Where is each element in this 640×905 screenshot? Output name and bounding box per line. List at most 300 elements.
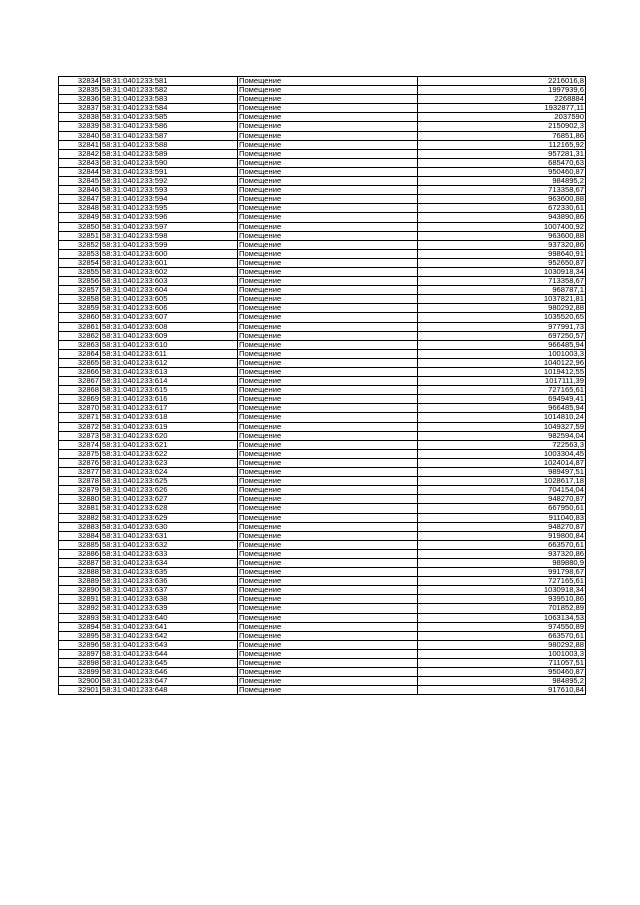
table-row	[59, 349, 586, 358]
object-type-cell: Помещение	[238, 158, 418, 167]
cadastral-number-cell: 58:31:0401233:647	[101, 677, 238, 686]
row-number-cell: 32863	[59, 340, 101, 349]
row-number-cell: 32899	[59, 668, 101, 677]
object-type-cell: Помещение	[238, 295, 418, 304]
row-number-cell: 32855	[59, 267, 101, 276]
table-row	[59, 158, 586, 167]
object-type-cell: Помещение	[238, 358, 418, 367]
row-number-cell: 32873	[59, 431, 101, 440]
table-row	[59, 686, 586, 695]
cadastral-value-cell: 911040,83	[418, 513, 586, 522]
table-row	[59, 413, 586, 422]
row-number-cell: 32868	[59, 386, 101, 395]
table-row	[59, 558, 586, 567]
row-number-cell: 32860	[59, 313, 101, 322]
object-type-cell: Помещение	[238, 386, 418, 395]
cadastral-number-cell: 58:31:0401233:604	[101, 286, 238, 295]
cadastral-value-cell: 948270,87	[418, 522, 586, 531]
cadastral-value-cell: 950460,87	[418, 167, 586, 176]
object-type-cell: Помещение	[238, 322, 418, 331]
cadastral-value-cell: 722563,3	[418, 440, 586, 449]
object-type-cell: Помещение	[238, 431, 418, 440]
object-type-cell: Помещение	[238, 240, 418, 249]
cadastral-value-cell: 966485,94	[418, 404, 586, 413]
row-number-cell: 32884	[59, 531, 101, 540]
table-row	[59, 249, 586, 258]
table-row	[59, 267, 586, 276]
row-number-cell: 32900	[59, 677, 101, 686]
row-number-cell: 32894	[59, 622, 101, 631]
object-type-cell: Помещение	[238, 604, 418, 613]
table-row	[59, 468, 586, 477]
object-type-cell: Помещение	[238, 231, 418, 240]
row-number-cell: 32835	[59, 86, 101, 95]
row-number-cell: 32877	[59, 468, 101, 477]
cadastral-value-cell: 727165,61	[418, 386, 586, 395]
cadastral-value-cell: 1035520,65	[418, 313, 586, 322]
row-number-cell: 32887	[59, 558, 101, 567]
cadastral-number-cell: 58:31:0401233:634	[101, 558, 238, 567]
object-type-cell: Помещение	[238, 249, 418, 258]
row-number-cell: 32848	[59, 204, 101, 213]
cadastral-value-cell: 984895,2	[418, 177, 586, 186]
cadastral-value-cell: 939510,86	[418, 595, 586, 604]
row-number-cell: 32879	[59, 486, 101, 495]
cadastral-value-cell: 982594,04	[418, 431, 586, 440]
object-type-cell: Помещение	[238, 659, 418, 668]
table-row	[59, 549, 586, 558]
cadastral-value-cell: 1932877,11	[418, 104, 586, 113]
cadastral-value-cell: 937320,86	[418, 240, 586, 249]
cadastral-number-cell: 58:31:0401233:602	[101, 267, 238, 276]
cadastral-number-cell: 58:31:0401233:648	[101, 686, 238, 695]
table-row	[59, 540, 586, 549]
cadastral-value-cell: 1001003,3	[418, 349, 586, 358]
table-row	[59, 340, 586, 349]
object-type-cell: Помещение	[238, 577, 418, 586]
cadastral-number-cell: 58:31:0401233:626	[101, 486, 238, 495]
cadastral-value-cell: 980292,88	[418, 304, 586, 313]
row-number-cell: 32853	[59, 249, 101, 258]
cadastral-value-cell: 963600,88	[418, 231, 586, 240]
table-row	[59, 622, 586, 631]
table-row	[59, 577, 586, 586]
object-type-cell: Помещение	[238, 649, 418, 658]
cadastral-number-cell: 58:31:0401233:620	[101, 431, 238, 440]
cadastral-value-cell: 713358,67	[418, 277, 586, 286]
table-row	[59, 504, 586, 513]
cadastral-value-cell: 704154,04	[418, 486, 586, 495]
object-type-cell: Помещение	[238, 422, 418, 431]
object-type-cell: Помещение	[238, 413, 418, 422]
row-number-cell: 32890	[59, 586, 101, 595]
cadastral-number-cell: 58:31:0401233:633	[101, 549, 238, 558]
cadastral-number-cell: 58:31:0401233:594	[101, 195, 238, 204]
object-type-cell: Помещение	[238, 622, 418, 631]
row-number-cell: 32842	[59, 149, 101, 158]
cadastral-value-cell: 980292,88	[418, 640, 586, 649]
cadastral-number-cell: 58:31:0401233:623	[101, 458, 238, 467]
object-type-cell: Помещение	[238, 558, 418, 567]
cadastral-value-cell: 2216016,8	[418, 77, 586, 86]
table-row	[59, 313, 586, 322]
object-type-cell: Помещение	[238, 449, 418, 458]
table-row	[59, 613, 586, 622]
row-number-cell: 32875	[59, 449, 101, 458]
cadastral-value-cell: 2037590	[418, 113, 586, 122]
cadastral-value-cell: 663570,61	[418, 540, 586, 549]
row-number-cell: 32854	[59, 258, 101, 267]
object-type-cell: Помещение	[238, 331, 418, 340]
cadastral-value-cell: 1030918,34	[418, 586, 586, 595]
cadastral-value-cell: 1003304,45	[418, 449, 586, 458]
cadastral-number-cell: 58:31:0401233:625	[101, 477, 238, 486]
table-row	[59, 368, 586, 377]
object-type-cell: Помещение	[238, 586, 418, 595]
cadastral-number-cell: 58:31:0401233:586	[101, 122, 238, 131]
cadastral-value-cell: 1040122,96	[418, 358, 586, 367]
table-row	[59, 86, 586, 95]
cadastral-number-cell: 58:31:0401233:597	[101, 222, 238, 231]
row-number-cell: 32895	[59, 631, 101, 640]
cadastral-number-cell: 58:31:0401233:611	[101, 349, 238, 358]
cadastral-value-cell: 998640,91	[418, 249, 586, 258]
cadastral-number-cell: 58:31:0401233:588	[101, 140, 238, 149]
cadastral-number-cell: 58:31:0401233:613	[101, 368, 238, 377]
row-number-cell: 32857	[59, 286, 101, 295]
table-row	[59, 131, 586, 140]
cadastral-number-cell: 58:31:0401233:637	[101, 586, 238, 595]
cadastral-value-cell: 663570,61	[418, 631, 586, 640]
cadastral-number-cell: 58:31:0401233:628	[101, 504, 238, 513]
object-type-cell: Помещение	[238, 313, 418, 322]
row-number-cell: 32836	[59, 95, 101, 104]
row-number-cell: 32839	[59, 122, 101, 131]
table-row	[59, 531, 586, 540]
row-number-cell: 32867	[59, 377, 101, 386]
row-number-cell: 32843	[59, 158, 101, 167]
cadastral-number-cell: 58:31:0401233:587	[101, 131, 238, 140]
object-type-cell: Помещение	[238, 340, 418, 349]
cadastral-number-cell: 58:31:0401233:609	[101, 331, 238, 340]
cadastral-number-cell: 58:31:0401233:583	[101, 95, 238, 104]
cadastral-number-cell: 58:31:0401233:608	[101, 322, 238, 331]
row-number-cell: 32864	[59, 349, 101, 358]
cadastral-number-cell: 58:31:0401233:595	[101, 204, 238, 213]
row-number-cell: 32838	[59, 113, 101, 122]
object-type-cell: Помещение	[238, 395, 418, 404]
table-row	[59, 240, 586, 249]
cadastral-number-cell: 58:31:0401233:581	[101, 77, 238, 86]
cadastral-number-cell: 58:31:0401233:646	[101, 668, 238, 677]
object-type-cell: Помещение	[238, 286, 418, 295]
row-number-cell: 32881	[59, 504, 101, 513]
object-type-cell: Помещение	[238, 222, 418, 231]
object-type-cell: Помещение	[238, 349, 418, 358]
table-row	[59, 113, 586, 122]
table-row	[59, 322, 586, 331]
cadastral-number-cell: 58:31:0401233:632	[101, 540, 238, 549]
table-row	[59, 668, 586, 677]
cadastral-number-cell: 58:31:0401233:582	[101, 86, 238, 95]
row-number-cell: 32837	[59, 104, 101, 113]
row-number-cell: 32885	[59, 540, 101, 549]
table-row	[59, 404, 586, 413]
cadastral-value-cell: 2268884	[418, 95, 586, 104]
object-type-cell: Помещение	[238, 549, 418, 558]
row-number-cell: 32897	[59, 649, 101, 658]
object-type-cell: Помещение	[238, 167, 418, 176]
cadastral-number-cell: 58:31:0401233:605	[101, 295, 238, 304]
cadastral-number-cell: 58:31:0401233:612	[101, 358, 238, 367]
row-number-cell: 32849	[59, 213, 101, 222]
row-number-cell: 32866	[59, 368, 101, 377]
cadastral-value-cell: 711057,51	[418, 659, 586, 668]
table-row	[59, 495, 586, 504]
row-number-cell: 32872	[59, 422, 101, 431]
cadastral-value-cell: 76851,86	[418, 131, 586, 140]
cadastral-value-cell: 701852,89	[418, 604, 586, 613]
object-type-cell: Помещение	[238, 213, 418, 222]
cadastral-number-cell: 58:31:0401233:617	[101, 404, 238, 413]
object-type-cell: Помещение	[238, 440, 418, 449]
table-row	[59, 568, 586, 577]
object-type-cell: Помещение	[238, 186, 418, 195]
cadastral-value-cell: 713358,67	[418, 186, 586, 195]
table-row	[59, 522, 586, 531]
cadastral-number-cell: 58:31:0401233:636	[101, 577, 238, 586]
row-number-cell: 32901	[59, 686, 101, 695]
table-row	[59, 231, 586, 240]
cadastral-number-cell: 58:31:0401233:631	[101, 531, 238, 540]
table-row	[59, 204, 586, 213]
cadastral-number-cell: 58:31:0401233:601	[101, 258, 238, 267]
cadastral-value-cell: 968787,1	[418, 286, 586, 295]
cadastral-value-cell: 697250,57	[418, 331, 586, 340]
row-number-cell: 32858	[59, 295, 101, 304]
table-row	[59, 431, 586, 440]
cadastral-value-cell: 989880,9	[418, 558, 586, 567]
object-type-cell: Помещение	[238, 104, 418, 113]
table-row	[59, 649, 586, 658]
table-row	[59, 213, 586, 222]
cadastral-number-cell: 58:31:0401233:598	[101, 231, 238, 240]
cadastral-value-cell: 948270,87	[418, 495, 586, 504]
object-type-cell: Помещение	[238, 568, 418, 577]
cadastral-value-cell: 950460,87	[418, 668, 586, 677]
row-number-cell: 32892	[59, 604, 101, 613]
cadastral-number-cell: 58:31:0401233:643	[101, 640, 238, 649]
cadastral-value-cell: 667950,61	[418, 504, 586, 513]
cadastral-number-cell: 58:31:0401233:622	[101, 449, 238, 458]
row-number-cell: 32889	[59, 577, 101, 586]
cadastral-value-cell: 1014810,24	[418, 413, 586, 422]
cadastral-value-cell: 991798,67	[418, 568, 586, 577]
cadastral-number-cell: 58:31:0401233:641	[101, 622, 238, 631]
table-row	[59, 77, 586, 86]
cadastral-value-cell: 1037821,81	[418, 295, 586, 304]
cadastral-number-cell: 58:31:0401233:630	[101, 522, 238, 531]
object-type-cell: Помещение	[238, 304, 418, 313]
object-type-cell: Помещение	[238, 140, 418, 149]
object-type-cell: Помещение	[238, 277, 418, 286]
cadastral-value-cell: 1007400,92	[418, 222, 586, 231]
cadastral-number-cell: 58:31:0401233:614	[101, 377, 238, 386]
cadastral-number-cell: 58:31:0401233:607	[101, 313, 238, 322]
cadastral-value-cell: 112165,92	[418, 140, 586, 149]
cadastral-number-cell: 58:31:0401233:610	[101, 340, 238, 349]
object-type-cell: Помещение	[238, 640, 418, 649]
row-number-cell: 32856	[59, 277, 101, 286]
cadastral-number-cell: 58:31:0401233:644	[101, 649, 238, 658]
table-row	[59, 331, 586, 340]
cadastral-number-cell: 58:31:0401233:590	[101, 158, 238, 167]
table-row	[59, 286, 586, 295]
row-number-cell: 32878	[59, 477, 101, 486]
object-type-cell: Помещение	[238, 504, 418, 513]
object-type-cell: Помещение	[238, 595, 418, 604]
table-row	[59, 122, 586, 131]
object-type-cell: Помещение	[238, 477, 418, 486]
object-type-cell: Помещение	[238, 131, 418, 140]
cadastral-number-cell: 58:31:0401233:606	[101, 304, 238, 313]
cadastral-value-cell: 952650,87	[418, 258, 586, 267]
cadastral-number-cell: 58:31:0401233:616	[101, 395, 238, 404]
row-number-cell: 32859	[59, 304, 101, 313]
table-row	[59, 631, 586, 640]
object-type-cell: Помещение	[238, 486, 418, 495]
cadastral-value-cell: 1001003,3	[418, 649, 586, 658]
cadastral-value-cell: 966485,94	[418, 340, 586, 349]
cadastral-value-cell: 937320,86	[418, 549, 586, 558]
cadastral-number-cell: 58:31:0401233:638	[101, 595, 238, 604]
row-number-cell: 32841	[59, 140, 101, 149]
cadastral-value-cell: 984895,2	[418, 677, 586, 686]
cadastral-value-cell: 989497,51	[418, 468, 586, 477]
row-number-cell: 32845	[59, 177, 101, 186]
row-number-cell: 32871	[59, 413, 101, 422]
cadastral-number-cell: 58:31:0401233:600	[101, 249, 238, 258]
table-row	[59, 95, 586, 104]
object-type-cell: Помещение	[238, 77, 418, 86]
table-row	[59, 422, 586, 431]
table-row	[59, 167, 586, 176]
row-number-cell: 32862	[59, 331, 101, 340]
cadastral-number-cell: 58:31:0401233:645	[101, 659, 238, 668]
cadastral-number-cell: 58:31:0401233:635	[101, 568, 238, 577]
cadastral-number-cell: 58:31:0401233:642	[101, 631, 238, 640]
object-type-cell: Помещение	[238, 458, 418, 467]
row-number-cell: 32846	[59, 186, 101, 195]
object-type-cell: Помещение	[238, 677, 418, 686]
cadastral-number-cell: 58:31:0401233:584	[101, 104, 238, 113]
cadastral-number-cell: 58:31:0401233:591	[101, 167, 238, 176]
table-row	[59, 486, 586, 495]
object-type-cell: Помещение	[238, 495, 418, 504]
cadastral-value-table	[58, 76, 586, 695]
object-type-cell: Помещение	[238, 513, 418, 522]
table-row	[59, 222, 586, 231]
table-row	[59, 513, 586, 522]
object-type-cell: Помещение	[238, 377, 418, 386]
row-number-cell: 32861	[59, 322, 101, 331]
object-type-cell: Помещение	[238, 258, 418, 267]
table-row	[59, 477, 586, 486]
cadastral-value-cell: 1017111,39	[418, 377, 586, 386]
cadastral-value-cell: 2150902,3	[418, 122, 586, 131]
object-type-cell: Помещение	[238, 468, 418, 477]
row-number-cell: 32844	[59, 167, 101, 176]
cadastral-number-cell: 58:31:0401233:618	[101, 413, 238, 422]
cadastral-value-cell: 1028617,18	[418, 477, 586, 486]
row-number-cell: 32850	[59, 222, 101, 231]
table-row	[59, 458, 586, 467]
row-number-cell: 32851	[59, 231, 101, 240]
cadastral-number-cell: 58:31:0401233:629	[101, 513, 238, 522]
object-type-cell: Помещение	[238, 686, 418, 695]
object-type-cell: Помещение	[238, 195, 418, 204]
cadastral-value-cell: 917610,84	[418, 686, 586, 695]
cadastral-value-cell: 957281,31	[418, 149, 586, 158]
object-type-cell: Помещение	[238, 368, 418, 377]
table-row	[59, 449, 586, 458]
table-row	[59, 395, 586, 404]
row-number-cell: 32834	[59, 77, 101, 86]
table-row	[59, 659, 586, 668]
row-number-cell: 32876	[59, 458, 101, 467]
cadastral-value-cell: 1019412,55	[418, 368, 586, 377]
table-body	[59, 77, 586, 695]
row-number-cell: 32893	[59, 613, 101, 622]
cadastral-value-cell: 974550,89	[418, 622, 586, 631]
object-type-cell: Помещение	[238, 122, 418, 131]
table-row	[59, 377, 586, 386]
cadastral-number-cell: 58:31:0401233:615	[101, 386, 238, 395]
table-row	[59, 304, 586, 313]
row-number-cell: 32888	[59, 568, 101, 577]
table-row	[59, 595, 586, 604]
object-type-cell: Помещение	[238, 522, 418, 531]
cadastral-value-cell: 963600,88	[418, 195, 586, 204]
cadastral-number-cell: 58:31:0401233:596	[101, 213, 238, 222]
row-number-cell: 32898	[59, 659, 101, 668]
row-number-cell: 32874	[59, 440, 101, 449]
table-row	[59, 604, 586, 613]
cadastral-value-cell: 672330,61	[418, 204, 586, 213]
object-type-cell: Помещение	[238, 267, 418, 276]
cadastral-value-cell: 943890,86	[418, 213, 586, 222]
table-row	[59, 586, 586, 595]
cadastral-number-cell: 58:31:0401233:639	[101, 604, 238, 613]
object-type-cell: Помещение	[238, 404, 418, 413]
table-row	[59, 358, 586, 367]
row-number-cell: 32852	[59, 240, 101, 249]
cadastral-number-cell: 58:31:0401233:627	[101, 495, 238, 504]
table-row	[59, 104, 586, 113]
table-row	[59, 140, 586, 149]
table-row	[59, 640, 586, 649]
object-type-cell: Помещение	[238, 631, 418, 640]
table-row	[59, 149, 586, 158]
cadastral-number-cell: 58:31:0401233:619	[101, 422, 238, 431]
cadastral-number-cell: 58:31:0401233:593	[101, 186, 238, 195]
object-type-cell: Помещение	[238, 95, 418, 104]
object-type-cell: Помещение	[238, 540, 418, 549]
row-number-cell: 32869	[59, 395, 101, 404]
cadastral-value-cell: 919800,84	[418, 531, 586, 540]
cadastral-value-cell: 1024014,87	[418, 458, 586, 467]
cadastral-number-cell: 58:31:0401233:603	[101, 277, 238, 286]
